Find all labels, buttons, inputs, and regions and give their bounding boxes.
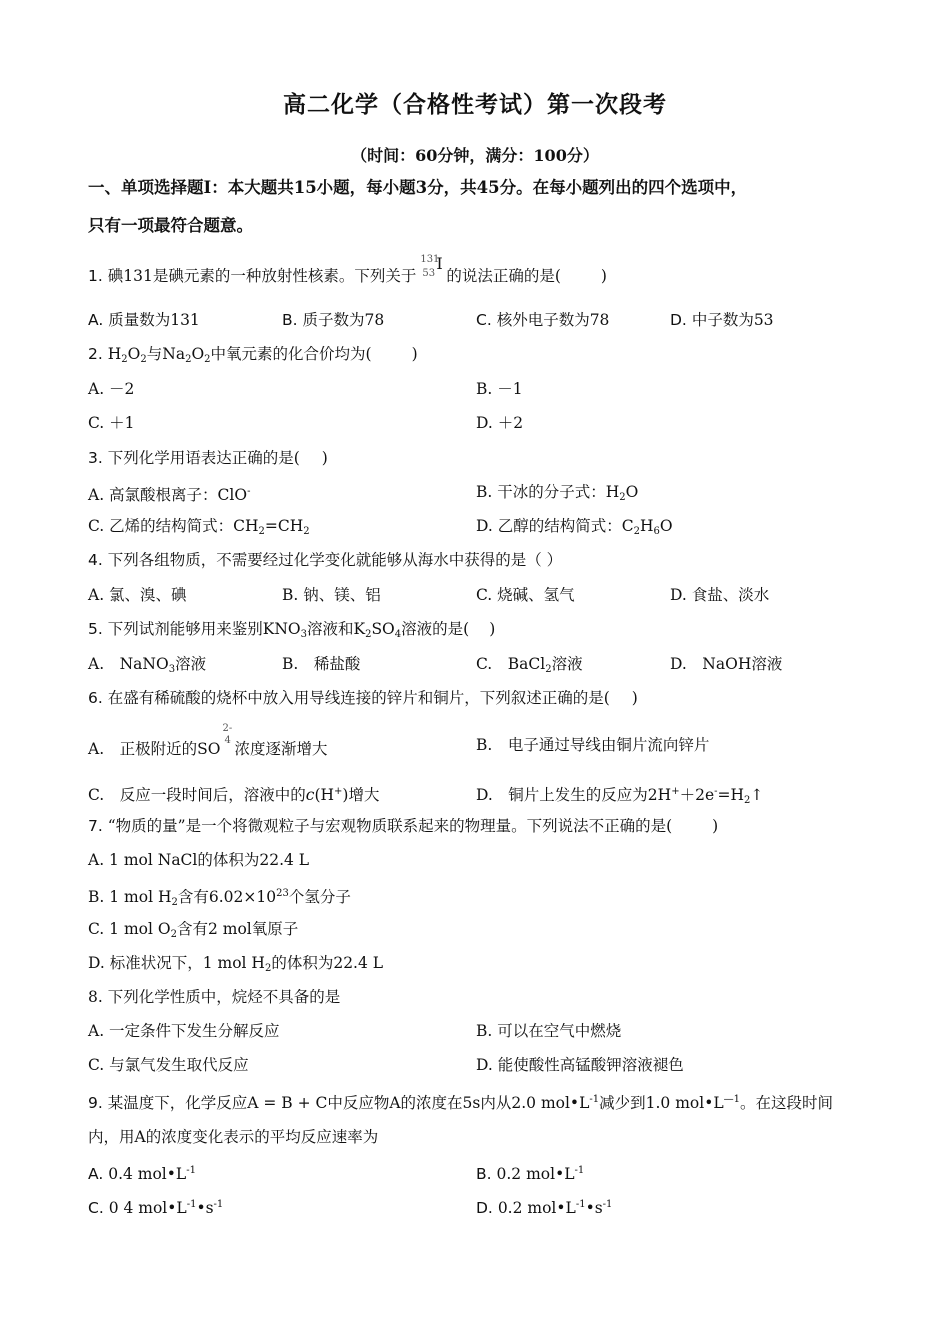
q9-option-d[interactable]: D. 0.2 $mol•L^{-1}•s^{-1}$ — [476, 1199, 613, 1217]
q2-option-d[interactable]: D. ＋2 — [476, 414, 524, 432]
question-5: 5. 下列试剂能够用来鉴别$KNO_3$溶液和$K_2SO_4$溶液的是( ) — [88, 620, 496, 640]
q3-option-b[interactable]: B. 干冰的分子式：$H_2O$ — [476, 483, 639, 503]
q6-option-a[interactable]: A. 正极附近的SO 2- 4 浓度逐渐增大 — [88, 723, 328, 758]
q3-option-a[interactable]: A. 高氯酸根离子：ClO- — [88, 486, 251, 504]
q7-option-c[interactable]: C. 1 mol $O_2$含有2 mol氧原子 — [88, 920, 299, 940]
question-6: 6. 在盛有稀硫酸的烧杯中放入用导线连接的锌片和铜片，下列叙述正确的是( ) — [88, 689, 638, 707]
q2-option-c[interactable]: C. ＋1 — [88, 414, 135, 432]
q9-option-a[interactable]: A. 0.4 $mol•L^{-1}$ — [88, 1165, 196, 1183]
q8-option-c[interactable]: C. 与氯气发生取代反应 — [88, 1056, 249, 1074]
q7-option-d[interactable]: D. 标准状况下，1 mol $H_2$的体积为22.4 L — [88, 954, 384, 974]
q2-option-a[interactable]: A. －2 — [88, 380, 135, 398]
section-heading-line1: 一、单项选择题Ⅰ：本大题共15小题，每小题3分，共45分。在每小题列出的四个选项中， — [88, 178, 748, 197]
q9-option-b[interactable]: B. 0.2 $mol•L^{-1}$ — [476, 1165, 585, 1183]
q3-option-c[interactable]: C. 乙烯的结构简式：$CH_2=CH_2$ — [88, 517, 310, 537]
question-9-line2: 内，用A的浓度变化表示的平均反应速率为 — [88, 1128, 379, 1146]
q4-option-d[interactable]: D. 食盐、淡水 — [670, 586, 770, 604]
q7-option-b[interactable]: B. 1 mol $H_2$含有$6.02\times 10^{23}$个氢分子 — [88, 888, 351, 908]
page-title: 高二化学（合格性考试）第一次段考 — [283, 91, 667, 118]
q5-option-a[interactable]: A. NaNO$_3$溶液 — [88, 655, 207, 675]
q3-option-d[interactable]: D. 乙醇的结构简式：$C_2H_6O$ — [476, 517, 673, 537]
q6-option-c[interactable]: C. 反应一段时间后，溶液中的c(H+)增大 — [88, 786, 380, 804]
q7-option-a[interactable]: A. 1 mol NaCl的体积为22.4 L — [88, 851, 310, 869]
question-8: 8. 下列化学性质中，烷烃不具备的是 — [88, 988, 341, 1006]
question-9: 9. 某温度下，化学反应A = B + C中反应物A的浓度在5s内从2.0 $mol•L^{-1}$减少到1.0 $mol•L^{—1}$。在这段时间 — [88, 1094, 834, 1112]
q6-option-d[interactable]: D. 铜片上发生的反应为$2H^++2e^-=H_2↑$ — [476, 786, 764, 806]
exam-time-score: （时间：60分钟，满分：100分） — [351, 146, 599, 165]
question-3: 3. 下列化学用语表达正确的是( ) — [88, 449, 328, 467]
iodine-isotope: 131 53 I — [420, 254, 443, 279]
q2-option-b[interactable]: B. －1 — [476, 380, 523, 398]
question-4: 4. 下列各组物质，不需要经过化学变化就能够从海水中获得的是（ ） — [88, 551, 563, 569]
q8-option-a[interactable]: A. 一定条件下发生分解反应 — [88, 1022, 280, 1040]
q1-option-a[interactable]: A. 质量数为131 — [88, 311, 200, 329]
question-1: 1. 碘131是碘元素的一种放射性核素。下列关于 131 53 I 的说法正确的是( ) — [88, 254, 607, 285]
q1-option-b[interactable]: B. 质子数为78 — [282, 311, 385, 329]
question-7: 7. “物质的量”是一个将微观粒子与宏观物质联系起来的物理量。下列说法不正确的是( ) — [88, 817, 719, 835]
q6-option-b[interactable]: B. 电子通过导线由铜片流向锌片 — [476, 736, 710, 754]
q1-option-c[interactable]: C. 核外电子数为78 — [476, 311, 610, 329]
q4-option-a[interactable]: A. 氯、溴、碘 — [88, 586, 187, 604]
q8-option-d[interactable]: D. 能使酸性高锰酸钾溶液褪色 — [476, 1056, 684, 1074]
question-number: 1. — [88, 267, 103, 285]
q5-option-b[interactable]: B. 稀盐酸 — [282, 655, 361, 673]
q9-option-c[interactable]: C. 0 4 $mol•L^{-1}•s^{-1}$ — [88, 1199, 224, 1217]
q4-option-b[interactable]: B. 钠、镁、铝 — [282, 586, 381, 604]
question-2: 2. $H_2O_2$与$Na_2O_2$中氧元素的化合价均为( ) — [88, 345, 418, 365]
q5-option-c[interactable]: C. BaCl$_2$溶液 — [476, 655, 583, 675]
section-heading-line2: 只有一项最符合题意。 — [88, 216, 253, 235]
q4-option-c[interactable]: C. 烧碱、氢气 — [476, 586, 575, 604]
q8-option-b[interactable]: B. 可以在空气中燃烧 — [476, 1022, 622, 1040]
q1-option-d[interactable]: D. 中子数为53 — [670, 311, 774, 329]
q5-option-d[interactable]: D. NaOH溶液 — [670, 655, 783, 673]
